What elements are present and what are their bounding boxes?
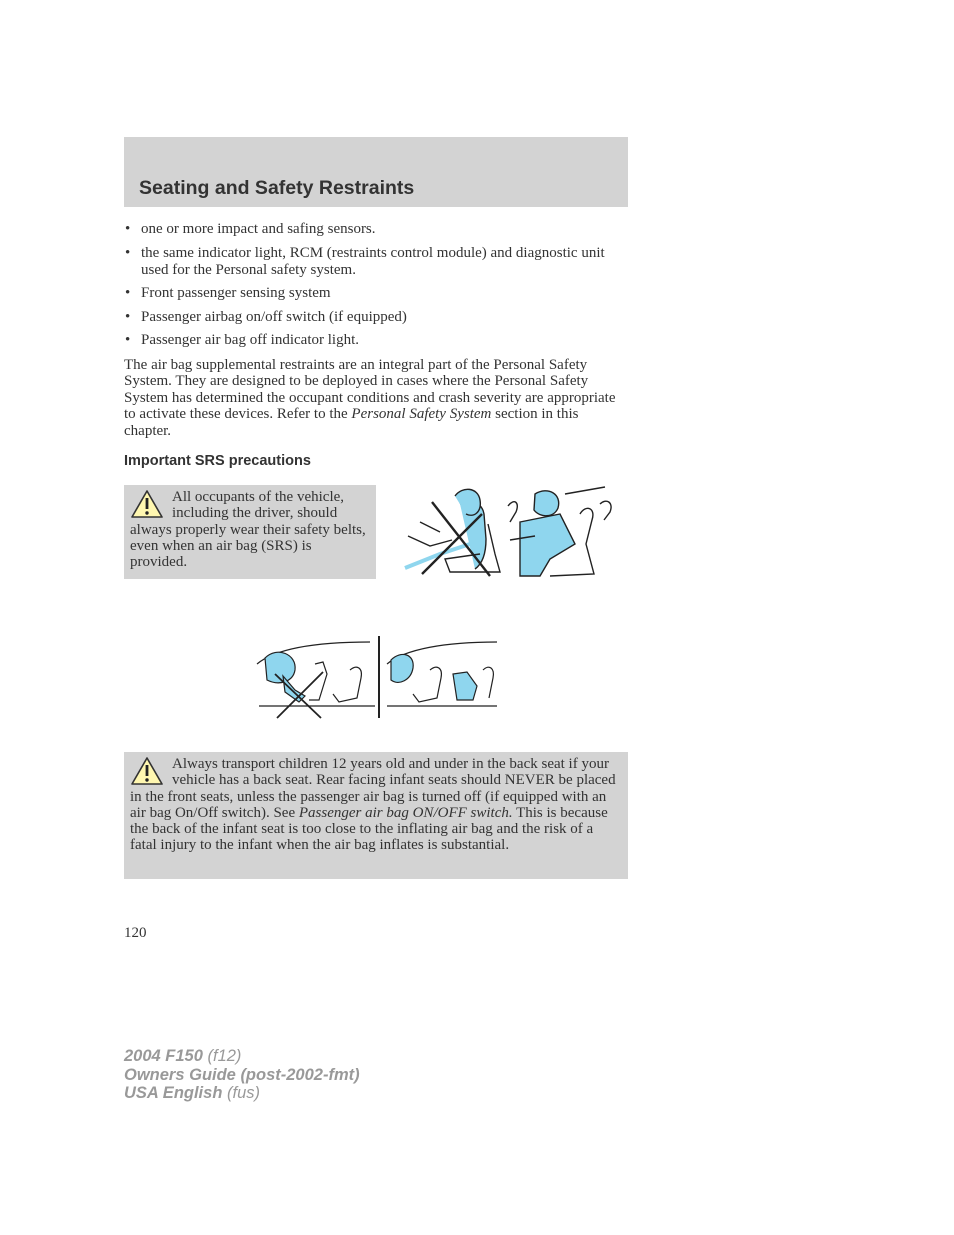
footer-language: USA English	[124, 1084, 223, 1102]
footer-model-code: (f12)	[207, 1047, 242, 1065]
footer-language-code: (fus)	[227, 1084, 260, 1102]
list-item: • Passenger air bag off indicator light.	[124, 332, 628, 349]
footer-line-language	[124, 1084, 360, 1103]
section-header	[124, 137, 628, 207]
list-item: • Passenger airbag on/off switch (if equipped)	[124, 309, 628, 326]
list-item: • Front passenger sensing system	[124, 285, 628, 302]
warning-text: All occupants of the vehicle, including the driver, should always properly wear their safety belts, even when an air bag (SRS) is provided.	[130, 489, 366, 571]
warning-box-seatbelts	[124, 485, 376, 579]
warning-triangle-icon	[130, 756, 164, 786]
footer-line-model	[124, 1047, 360, 1066]
warning-box-children	[124, 752, 628, 879]
intro-tail: section in this chapter.	[124, 406, 579, 439]
occupant-position-illustration	[400, 484, 620, 586]
intro-text: The air bag supplemental restraints are an integral part of the Personal Safety System. They are designed to be deployed in cases where the Personal Safety System has determined the occupant conditions and crash severity are appropriate to activate these devices. Refer to the	[124, 357, 616, 423]
warning-text-continued: This is because the back of the infant seat is too close to the inflating air bag and the risk of a fatal injury to the infant when the air bag inflates is substantial.	[130, 804, 608, 854]
document-footer	[124, 1047, 360, 1103]
list-item: • one or more impact and safing sensors.	[124, 221, 628, 238]
footer-line-guide: Owners Guide (post-2002-fmt)	[124, 1065, 360, 1084]
subheading: Important SRS precautions	[124, 453, 311, 469]
warning-triangle-icon	[130, 489, 164, 519]
warning-text: Always transport children 12 years old and under in the back seat if your vehicle has a back seat. Rear facing infant seats should NEVER be placed in the front seats, unless the passenger air bag is turned off (if equipped with an air bag On/Off switch). See	[130, 756, 616, 821]
component-list	[124, 221, 628, 356]
child-seat-illustration	[255, 634, 500, 720]
footer-model: 2004 F150	[124, 1047, 203, 1065]
page-number: 120	[124, 925, 147, 941]
section-reference: Passenger air bag ON/OFF switch.	[298, 804, 513, 821]
section-reference: Personal Safety System	[351, 406, 492, 423]
intro-paragraph	[124, 357, 628, 439]
section-title: Seating and Safety Restraints	[139, 177, 415, 199]
list-item: • the same indicator light, RCM (restraints control module) and diagnostic unit used for the Personal safety system.	[124, 245, 628, 279]
